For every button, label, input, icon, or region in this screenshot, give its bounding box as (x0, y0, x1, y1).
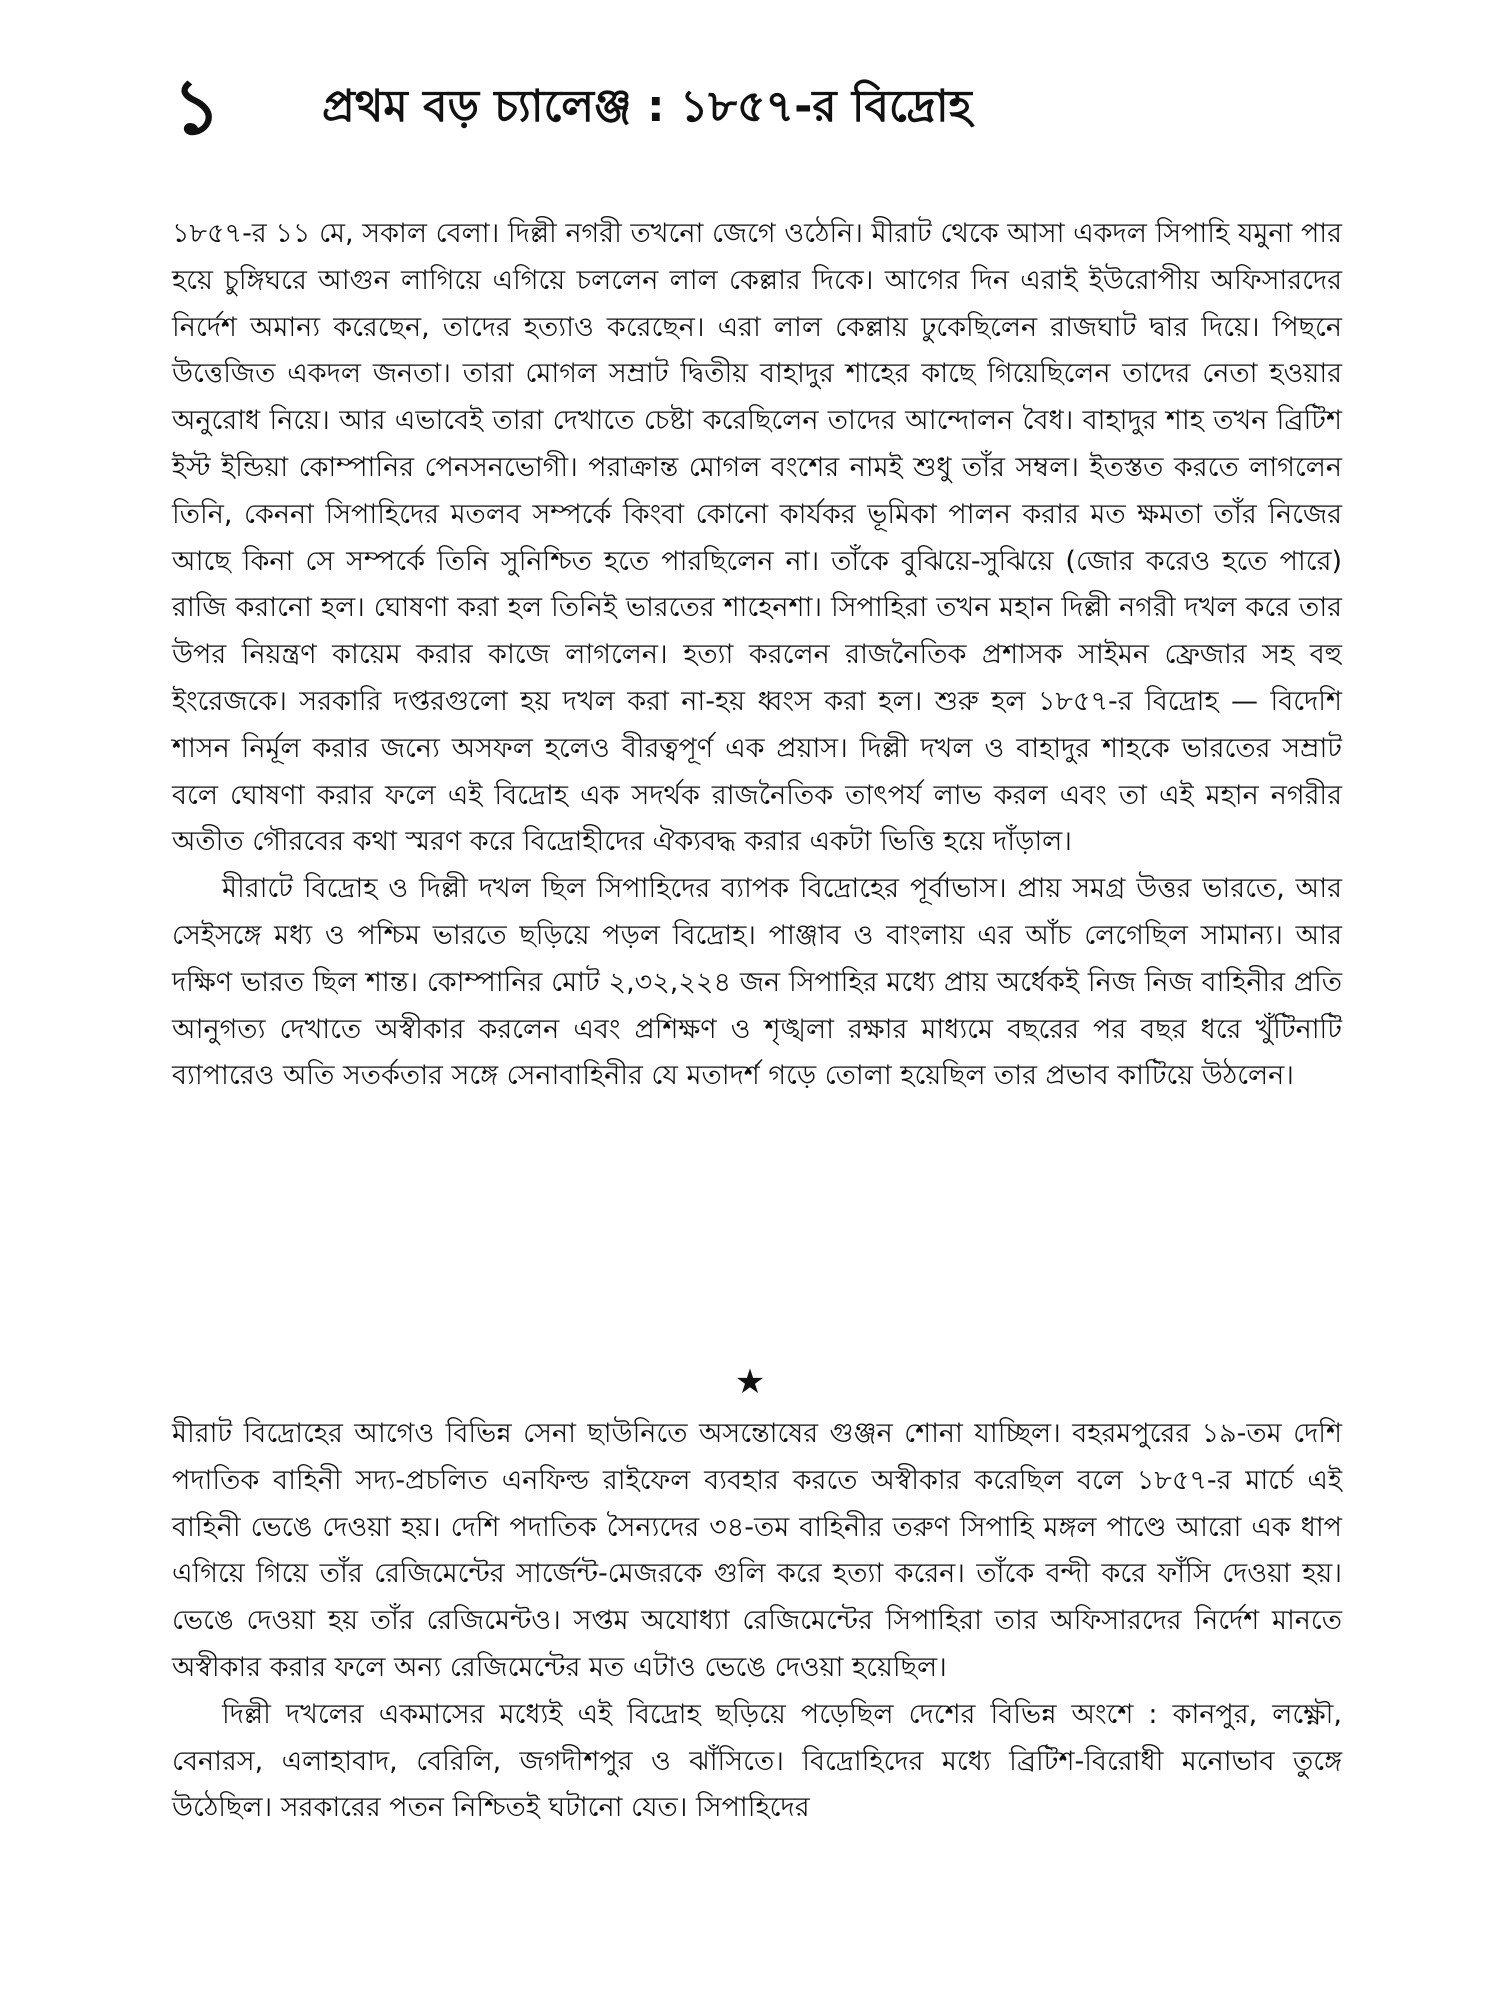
section-two (172, 1411, 1342, 1832)
chapter-heading (172, 52, 1372, 162)
chapter-title: প্রথম বড় চ্যালেঞ্জ : ১৮৫৭-র বিদ্রোহ (322, 81, 972, 132)
chapter-number: ১ (172, 62, 222, 151)
paragraph: মীরাটে বিদ্রোহ ও দিল্লী দখল ছিল সিপাহিদের ব্যাপক বিদ্রোহের পূর্বাভাস। প্রায় সমগ্র উত্তর ভারতে, আর সেইসঙ্গে মধ্য ও পশ্চিম ভারতে ছড়িয়ে পড়ল বিদ্রোহ। পাঞ্জাব ও বাংলায় এর আঁচ লেগেছিল সামান্য। আর দক্ষিণ ভারত ছিল শান্ত। কোম্পানির মোট ২,৩২,২২৪ জন সিপাহির মধ্যে প্রায় অর্ধেকই নিজ নিজ বাহিনীর প্রতি আনুগত্য দেখাতে অস্বীকার করলেন এবং প্রশিক্ষণ ও শৃঙ্খলা রক্ষার মাধ্যমে বছরের পর বছর ধরে খুঁটিনাটি ব্যাপারেও অতি সতর্কতার সঙ্গে সেনাবাহিনীর যে মতাদর্শ গড়ে তোলা হয়েছিল তার প্রভাব কাটিয়ে উঠলেন। (172, 873, 1342, 1092)
paragraph: দিল্লী দখলের একমাসের মধ্যেই এই বিদ্রোহ ছড়িয়ে পড়েছিল দেশের বিভিন্ন অংশে : কানপুর, লক্ষ্ণৌ, বেনারস, এলাহাবাদ, বেরিলি, জগদীশপুর ও ঝাঁসিতে। বিদ্রোহিদের মধ্যে ব্রিটিশ-বিরোধী মনোভাব তুঙ্গে উঠেছিল। সরকারের পতন নিশ্চিতই ঘটানো যেত। সিপাহিদের (172, 1698, 1342, 1824)
paragraph: মীরাট বিদ্রোহের আগেও বিভিন্ন সেনা ছাউনিতে অসন্তোষের গুঞ্জন শোনা যাচ্ছিল। বহরমপুরের ১৯-তম দেশি পদাতিক বাহিনী সদ্য-প্রচলিত এনফিল্ড রাইফেল ব্যবহার করতে অস্বীকার করেছিল বলে ১৮৫৭-র মার্চে এই বাহিনী ভেঙে দেওয়া হয়। দেশি পদাতিক সৈন্যদের ৩৪-তম বাহিনীর তরুণ সিপাহি মঙ্গল পাণ্ডে আরো এক ধাপ এগিয়ে গিয়ে তাঁর রেজিমেন্টের সার্জেন্ট-মেজরকে গুলি করে হত্যা করেন। তাঁকে বন্দী করে ফাঁসি দেওয়া হয়। ভেঙে দেওয়া হয় তাঁর রেজিমেন্টও। সপ্তম অযোধ্যা রেজিমেন্টের সিপাহিরা তার অফিসারদের নির্দেশ মানতে অস্বীকার করার ফলে অন্য রেজিমেন্টের মত এটাও ভেঙে দেওয়া হয়েছিল। (172, 1418, 1342, 1683)
section-one (172, 211, 1342, 1100)
star-separator: ★ (734, 1362, 766, 1402)
paragraph: ১৮৫৭-র ১১ মে, সকাল বেলা। দিল্লী নগরী তখনো জেগে ওঠেনি। মীরাট থেকে আসা একদল সিপাহি যমুনা পার হয়ে চুঙ্গিঘরে আগুন লাগিয়ে এগিয়ে চললেন লাল কেল্লার দিকে। আগের দিন এরাই ইউরোপীয় অফিসারদের নির্দেশ অমান্য করেছেন, তাদের হত্যাও করেছেন। এরা লাল কেল্লায় ঢুকেছিলেন রাজঘাট দ্বার দিয়ে। পিছনে উত্তেজিত একদল জনতা। তারা মোগল সম্রাট দ্বিতীয় বাহাদুর শাহের কাছে গিয়েছিলেন তাদের নেতা হওয়ার অনুরোধ নিয়ে। আর এভাবেই তারা দেখাতে চেষ্টা করেছিলেন তাদের আন্দোলন বৈধ। বাহাদুর শাহ তখন ব্রিটিশ ইস্ট ইন্ডিয়া কোম্পানির পেনসনভোগী। পরাক্রান্ত মোগল বংশের নামই শুধু তাঁর সম্বল। ইতস্তত করতে লাগলেন তিনি, কেননা সিপাহিদের মতলব সম্পর্কে কিংবা কোনো কার্যকর ভূমিকা পালন করার মত ক্ষমতা তাঁর নিজের আছে কিনা সে সম্পর্কে তিনি সুনিশ্চিত হতে পারছিলেন না। তাঁকে বুঝিয়ে-সুঝিয়ে (জোর করেও হতে পারে) রাজি করানো হল। ঘোষণা করা হল তিনিই ভারতের শাহেনশা। সিপাহিরা তখন মহান দিল্লী নগরী দখল করে তার উপর নিয়ন্ত্রণ কায়েম করার কাজে লাগলেন। হত্যা করলেন রাজনৈতিক প্রশাসক সাইমন ফ্রেজার সহ বহু ইংরেজকে। সরকারি দপ্তরগুলো হয় দখল করা না-হয় ধ্বংস করা হল। শুরু হল ১৮৫৭-র বিদ্রোহ — বিদেশি শাসন নির্মূল করার জন্যে অসফল হলেও বীরত্বপূর্ণ এক প্রয়াস। দিল্লী দখল ও বাহাদুর শাহকে ভারতের সম্রাট বলে ঘোষণা করার ফলে এই বিদ্রোহ এক সদর্থক রাজনৈতিক তাৎপর্য লাভ করল এবং তা এই মহান নগরীর অতীত গৌরবের কথা স্মরণ করে বিদ্রোহীদের ঐক্যবদ্ধ করার একটা ভিত্তি হয়ে দাঁড়াল। (172, 218, 1342, 858)
